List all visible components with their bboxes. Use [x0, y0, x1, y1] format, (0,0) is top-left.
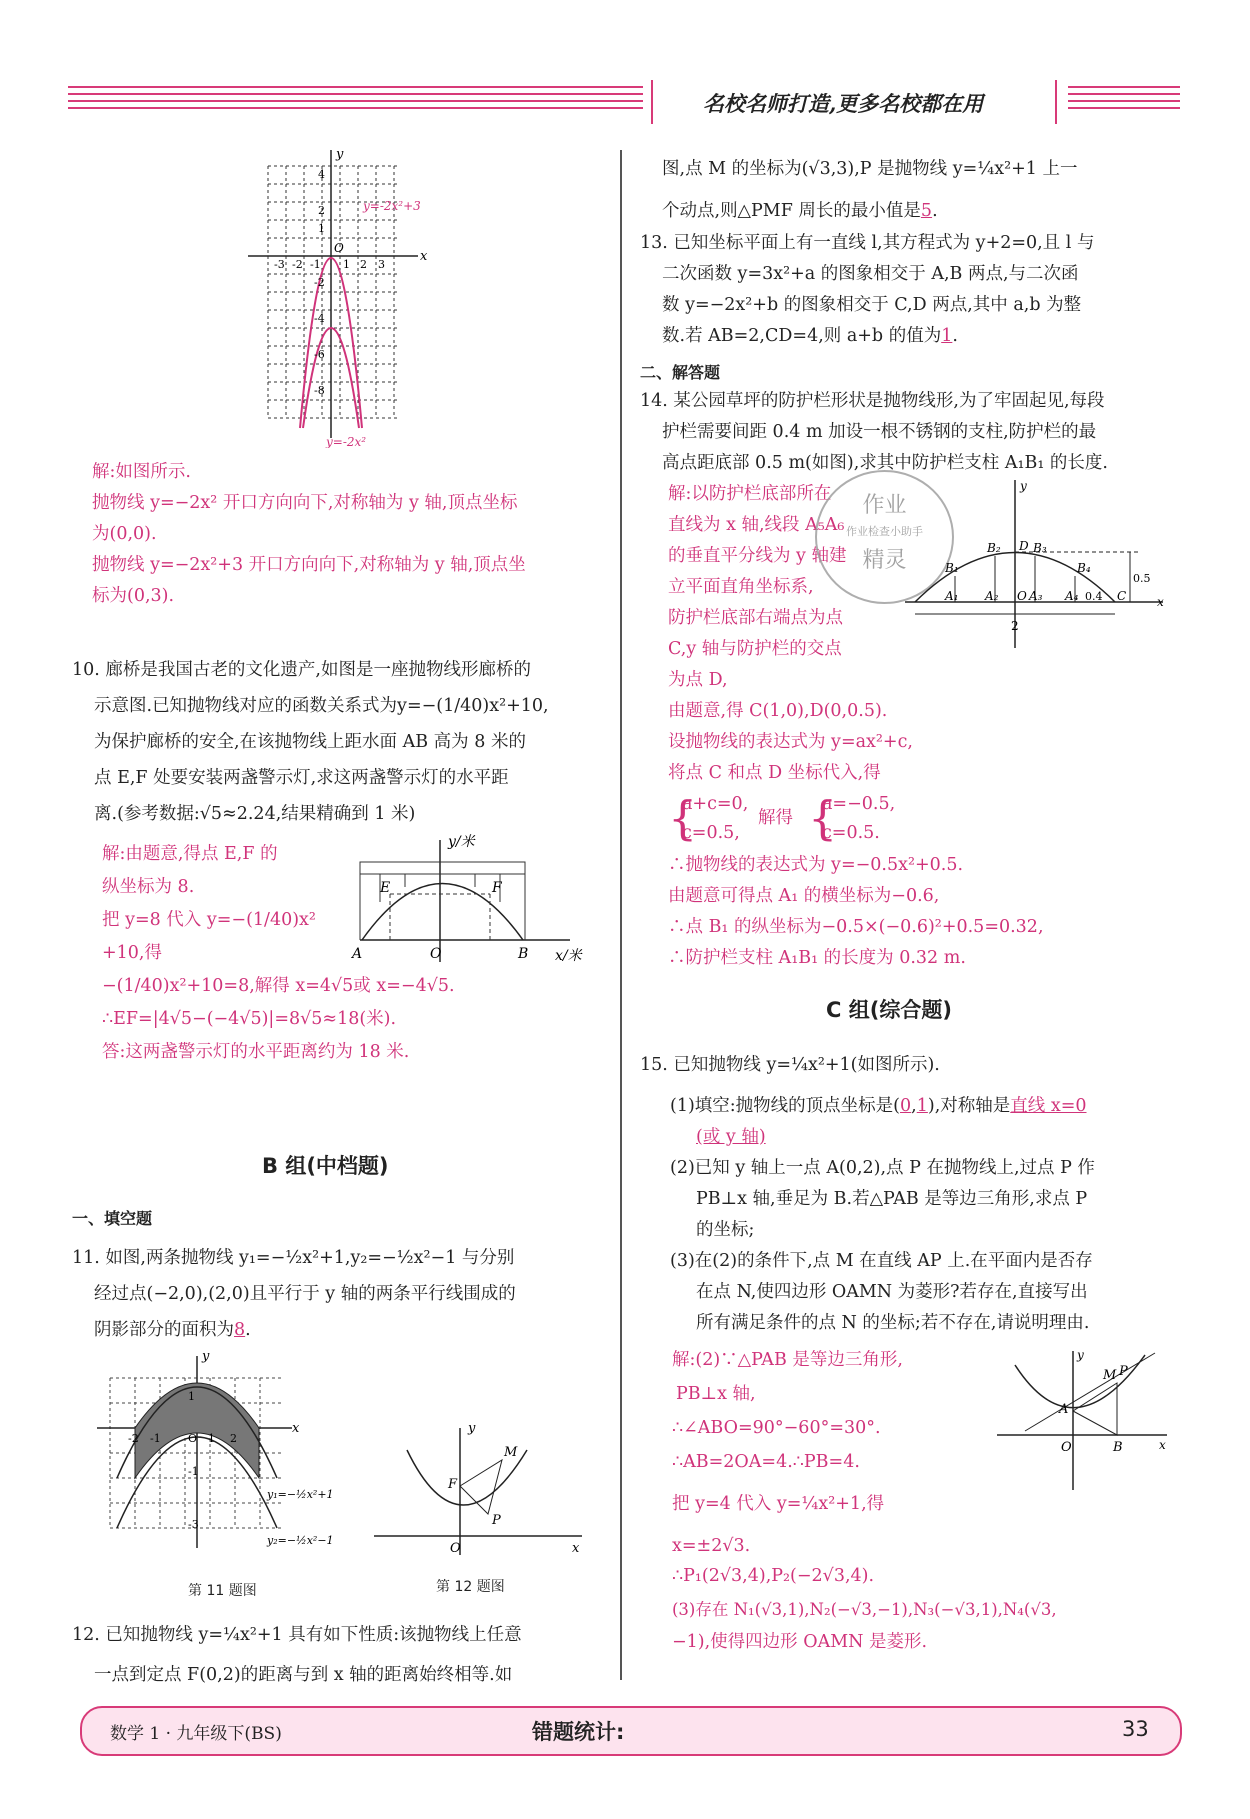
- q14-b4: B₄: [1077, 561, 1091, 575]
- q9-tick-label: 1: [343, 258, 350, 271]
- solution-line: 为点 D,: [668, 670, 728, 690]
- solution-line: −(1/40)x²+10=8,解得 x=4√5或 x=−4√5.: [102, 976, 455, 996]
- q10-point-a: A: [352, 946, 363, 962]
- q11-y-label: y: [202, 1349, 210, 1364]
- solution-line: PB⊥x 轴,: [676, 1384, 756, 1404]
- q9-tick-label: -6: [314, 348, 325, 361]
- solution-line: 的垂直平分线为 y 轴建: [668, 546, 847, 566]
- q12-figure: [372, 1420, 592, 1560]
- q10-text: [72, 652, 612, 832]
- q15-line: 15. 已知抛物线 y=¼x²+1(如图所示).: [640, 1055, 940, 1075]
- q13-line: 数 y=−2x²+b 的图象相交于 C,D 两点,其中 a,b 为整: [662, 295, 1082, 315]
- q11-tick-label: -1: [188, 1465, 199, 1478]
- q11-figure: [92, 1348, 362, 1558]
- q15-origin: O: [1061, 1440, 1072, 1455]
- q13-line: 二次函数 y=3x²+a 的图象相交于 A,B 两点,与二次函: [662, 264, 1079, 284]
- header-rule-left: [68, 86, 643, 120]
- footer-error-stats: 错题统计:: [532, 1720, 625, 1744]
- solution-line: 为(0,0).: [92, 524, 157, 544]
- q11-line-tail: 阴影部分的面积为: [94, 1320, 234, 1340]
- q11-tick-label: 2: [230, 1432, 237, 1445]
- system-mid: 解得: [758, 808, 793, 828]
- group-b-title: B 组(中档题): [262, 1154, 389, 1178]
- solution-line: ∴点 B₁ 的纵坐标为−0.5×(−0.6)²+0.5=0.32,: [668, 917, 1044, 937]
- q15-vertex-x: 0: [900, 1096, 912, 1116]
- q12-x-label: x: [572, 1541, 580, 1556]
- q14-b1: B₁: [945, 561, 959, 575]
- q10-point-e: E: [380, 880, 391, 896]
- q11-tick-label: -2: [128, 1432, 139, 1445]
- solve-title: 二、解答题: [640, 363, 721, 382]
- q9-tick-label: -4: [314, 312, 325, 325]
- q14-text: [640, 386, 1185, 479]
- stamp-line-3: 精灵: [862, 548, 907, 573]
- solution-line: ∴∠ABO=90°−60°=30°.: [672, 1418, 881, 1438]
- fill-in-title: 一、填空题: [72, 1209, 153, 1228]
- q12-answer: 5: [920, 201, 933, 221]
- q10-line: 示意图.已知抛物线对应的函数关系式为y=−(1/40)x²+10,: [94, 696, 549, 716]
- q15-axis-answer: 直线 x=0: [1010, 1096, 1087, 1116]
- header-rule-right: [1068, 86, 1180, 120]
- q15-axis-answer-2: (或 y 轴): [696, 1127, 766, 1147]
- q11-x-label: x: [292, 1421, 300, 1436]
- q9-tick-label: 3: [378, 258, 385, 271]
- q12-line-tail: 个动点,则△PMF 周长的最小值是: [662, 201, 921, 221]
- q12-caption: 第 12 题图: [436, 1579, 505, 1595]
- q11-tick-label: -1: [150, 1432, 161, 1445]
- q15-line: 所有满足条件的点 N 的坐标;若不存在,请说明理由.: [696, 1313, 1090, 1333]
- q13-line-tail: 数.若 AB=2,CD=4,则 a+b 的值为: [662, 326, 942, 346]
- solution-line: 立平面直角坐标系,: [668, 577, 814, 597]
- q15-line: [640, 1122, 1185, 1153]
- q14-line: 14. 某公园草坪的防护栏形状是抛物线形,为了牢固起见,每段: [640, 391, 1105, 411]
- q10-point-b: B: [518, 946, 529, 962]
- q10-x-label: x/米: [555, 948, 582, 964]
- q15-point-b: B: [1113, 1440, 1123, 1455]
- solution-line: 解:由题意,得点 E,F 的: [102, 844, 278, 864]
- q13-answer: 1: [941, 326, 953, 346]
- q9-tick-label: 4: [318, 168, 325, 181]
- solution-line: ∴P₁(2√3,4),P₂(−2√3,4).: [672, 1566, 875, 1586]
- solution-line: x=±2√3.: [672, 1536, 751, 1556]
- solution-line: 防护栏底部右端点为点: [668, 608, 843, 628]
- q15-line: (1)填空:抛物线的顶点坐标是(0,1),对称轴是直线 x=0: [670, 1096, 1087, 1116]
- q10-line: 为保护廊桥的安全,在该抛物线上距水面 AB 高为 8 米的: [94, 732, 526, 752]
- header-separator: [1055, 80, 1057, 124]
- solution-line: 由题意可得点 A₁ 的横坐标为−0.6,: [668, 886, 940, 906]
- q14-d04: 0.4: [1085, 590, 1103, 603]
- q14-a2: A₂: [985, 589, 999, 603]
- q9-origin: O: [334, 241, 344, 255]
- solution-line: 将点 C 和点 D 坐标代入,得: [668, 763, 881, 783]
- solution-line: C,y 轴与防护栏的交点: [668, 639, 842, 659]
- q10-point-f: F: [492, 880, 502, 896]
- q9-tick-label: 1: [318, 222, 325, 235]
- q15-figure: [995, 1345, 1175, 1495]
- q9-label-top: y=-2x²+3: [363, 199, 421, 213]
- q14-o: O: [1017, 589, 1027, 603]
- q14-b3: B₃: [1033, 541, 1047, 555]
- q13-text: [640, 228, 1185, 352]
- q14-b2: B₂: [987, 541, 1001, 555]
- system-eq: c=0.5,: [682, 823, 740, 843]
- q9-tick-label: -3: [274, 258, 285, 271]
- q11-line: 阴影部分的面积为8.: [94, 1320, 251, 1340]
- q14-line: 护栏需要间距 0.4 m 加设一根不锈钢的支柱,防护栏的最: [662, 422, 1097, 442]
- solution-line: 解:以防护栏底部所在: [668, 484, 832, 504]
- q14-d: D: [1019, 539, 1029, 553]
- q15-vertex-y: 1: [916, 1096, 928, 1116]
- q15-solution-b: [672, 1560, 1184, 1659]
- q12-y-label: y: [468, 1421, 476, 1436]
- solution-line: 抛物线 y=−2x² 开口方向向下,对称轴为 y 轴,顶点坐标: [92, 493, 518, 513]
- q11-tick-label: 1: [208, 1432, 215, 1445]
- q14-a1: A₁: [945, 589, 959, 603]
- q12-line: 个动点,则△PMF 周长的最小值是5.: [662, 201, 938, 221]
- solution-line: 答:这两盏警示灯的水平距离约为 18 米.: [102, 1042, 410, 1062]
- footer-subject: 数学 1 · 九年级下(BS): [110, 1724, 282, 1744]
- q9-y-label: y: [336, 148, 344, 162]
- solution-line: 由题意,得 C(1,0),D(0,0.5).: [668, 701, 888, 721]
- q9-x-label: x: [420, 249, 428, 264]
- brace-right: {: [808, 791, 838, 845]
- q9-tick-label: 2: [318, 204, 325, 217]
- q15-line: (2)已知 y 轴上一点 A(0,2),点 P 在抛物线上,过点 P 作: [670, 1158, 1095, 1178]
- q11-tick-label: -3: [188, 1518, 199, 1531]
- q14-a3: A₃: [1029, 589, 1043, 603]
- solution-line: −1),使得四边形 OAMN 是菱形.: [672, 1632, 928, 1652]
- solution-line: ∴抛物线的表达式为 y=−0.5x²+0.5.: [668, 855, 964, 875]
- q14-line: 高点距底部 0.5 m(如图),求其中防护栏支柱 A₁B₁ 的长度.: [662, 453, 1108, 473]
- q11-caption: 第 11 题图: [188, 1583, 257, 1599]
- q15-line: PB⊥x 轴,垂足为 B.若△PAB 是等边三角形,求点 P: [696, 1189, 1088, 1209]
- q12-text-part2: [662, 148, 1182, 232]
- q15-part1-mid: ),对称轴是: [927, 1096, 1011, 1116]
- q11-line: 11. 如图,两条抛物线 y₁=−½x²+1,y₂=−½x²−1 与分别: [72, 1248, 515, 1268]
- solution-line: 纵坐标为 8.: [102, 877, 195, 897]
- q15-y-label: y: [1077, 1348, 1084, 1362]
- q15-point-a: A: [1059, 1402, 1069, 1417]
- q12-point-m: M: [504, 1445, 518, 1460]
- q9-tick-label: -1: [310, 258, 321, 271]
- solution-line: 把 y=4 代入 y=¼x²+1,得: [672, 1494, 885, 1514]
- stamp-line-2: 作业检查小助手: [846, 525, 923, 538]
- header-separator: [651, 80, 653, 124]
- solution-line: (3)存在 N₁(√3,1),N₂(−√3,−1),N₃(−√3,1),N₄(√3,: [672, 1600, 1057, 1619]
- solution-line: 直线为 x 轴,线段 A₅A₆: [668, 515, 845, 535]
- q11-y1-label: y₁=−½x²+1: [267, 1488, 334, 1501]
- q10-y-label: y/米: [448, 834, 475, 850]
- footer-bar: [80, 1706, 1182, 1756]
- q9-label-bottom: y=-2x²: [326, 435, 367, 448]
- group-c-title: C 组(综合题): [826, 998, 952, 1022]
- q14-d05: 0.5: [1133, 572, 1151, 585]
- q10-figure: [350, 832, 605, 967]
- q10-line: 离.(参考数据:√5≈2.24,结果精确到 1 米): [94, 804, 416, 824]
- stamp-line-1: 作业: [862, 493, 907, 518]
- q15-point-p: P: [1119, 1364, 1128, 1379]
- q11-tick-label: O: [188, 1432, 198, 1445]
- system-eq: a=−0.5,: [822, 794, 896, 814]
- column-divider: [620, 150, 622, 1680]
- q9-tick-label: -2: [292, 258, 303, 271]
- brace-left: {: [668, 791, 698, 845]
- q9-tick-label: -2: [314, 276, 325, 289]
- q9-tick-label: -8: [314, 384, 325, 397]
- q12-text-part1: [72, 1615, 612, 1695]
- solution-line: 解:如图所示.: [92, 462, 191, 482]
- q14-x-label: x: [1157, 595, 1164, 609]
- solution-line: +10,得: [102, 943, 162, 963]
- q12-point-f: F: [448, 1477, 458, 1492]
- q11-text: [72, 1240, 612, 1348]
- q9-solution: [92, 457, 602, 612]
- q15-part1-pre: (1)填空:抛物线的顶点坐标是(: [670, 1096, 901, 1116]
- q13-line: 13. 已知坐标平面上有一直线 l,其方程式为 y+2=0,且 l 与: [640, 233, 1095, 253]
- q14-a4: A₄: [1065, 589, 1079, 603]
- q12-line: 一点到定点 F(0,2)的距离与到 x 轴的距离始终相等.如: [94, 1665, 513, 1685]
- q9-figure: [248, 148, 458, 448]
- solution-line: 标为(0,3).: [92, 586, 175, 606]
- system-left: [682, 790, 748, 848]
- q9-tick-label: 2: [360, 258, 367, 271]
- solution-line: 把 y=8 代入 y=−(1/40)x²: [102, 910, 316, 930]
- system-eq: c=0.5.: [822, 823, 880, 843]
- q15-line: 的坐标;: [696, 1220, 755, 1240]
- q10-point-o: O: [430, 946, 442, 962]
- q15-line: (3)在(2)的条件下,点 M 在直线 AP 上.在平面内是否存: [670, 1251, 1093, 1271]
- q14-figure: [905, 478, 1170, 658]
- solution-line: ∴防护栏支柱 A₁B₁ 的长度为 0.32 m.: [668, 948, 966, 968]
- q12-line: 12. 已知抛物线 y=¼x²+1 具有如下性质:该抛物线上任意: [72, 1625, 522, 1645]
- system-eq: a+c=0,: [682, 794, 749, 814]
- q14-solution-b: [668, 850, 1178, 974]
- q14-c: C: [1117, 589, 1127, 603]
- page-number: 33: [1122, 1717, 1149, 1741]
- q12-origin: O: [450, 1541, 461, 1556]
- q15-point-m: M: [1103, 1368, 1117, 1383]
- q14-y-label: y: [1020, 479, 1027, 493]
- solution-line: 解:(2)∵△PAB 是等边三角形,: [672, 1350, 903, 1370]
- solution-line: 设抛物线的表达式为 y=ax²+c,: [668, 732, 913, 752]
- solution-line: 抛物线 y=−2x²+3 开口方向向下,对称轴为 y 轴,顶点坐: [92, 555, 526, 575]
- solution-line: ∴AB=2OA=4.∴PB=4.: [672, 1452, 860, 1472]
- q15-x-label: x: [1159, 1438, 1166, 1452]
- q10-line: 点 E,F 处要安装两盏警示灯,求这两盏警示灯的水平距: [94, 768, 509, 788]
- q11-line: 经过点(−2,0),(2,0)且平行于 y 轴的两条平行线围成的: [94, 1284, 516, 1304]
- q11-tick-label: 1: [188, 1390, 195, 1403]
- header-title: 名校名师打造,更多名校都在用: [703, 91, 984, 116]
- q14-two: 2: [1011, 619, 1019, 633]
- q15-text: [640, 1050, 1185, 1339]
- q11-answer: 8: [234, 1320, 246, 1340]
- q13-line: 数.若 AB=2,CD=4,则 a+b 的值为1.: [662, 326, 958, 346]
- q10-line: 10. 廊桥是我国古老的文化遗产,如图是一座抛物线形廊桥的: [72, 660, 531, 680]
- q12-point-p: P: [492, 1513, 501, 1528]
- q15-solution-a: [672, 1343, 992, 1563]
- q15-line: 在点 N,使四边形 OAMN 为菱形?若存在,直接写出: [696, 1282, 1088, 1302]
- q11-y2-label: y₂=−½x²−1: [267, 1534, 334, 1547]
- q12-line: 图,点 M 的坐标为(√3,3),P 是抛物线 y=¼x²+1 上一: [662, 159, 1078, 179]
- solution-line: ∴EF=|4√5−(−4√5)|=8√5≈18(米).: [102, 1009, 397, 1029]
- system-right: [822, 790, 895, 848]
